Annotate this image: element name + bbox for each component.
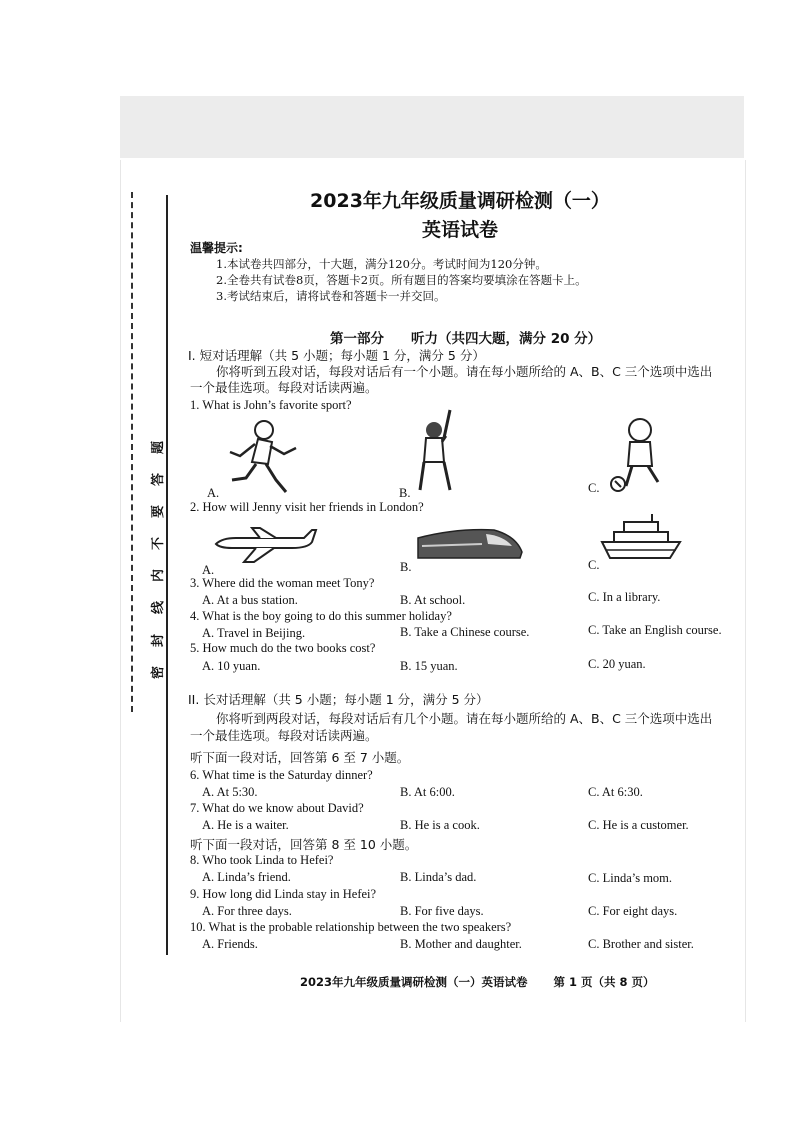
part-heading: 第一部分 听力（共四大题，满分 20 分）: [330, 331, 602, 347]
section-instruction: 你将听到五段对话，每段对话后有一个小题。请在每小题所给的 A、B、C 三个选项中选出: [216, 364, 713, 379]
option-c: C.: [588, 558, 600, 572]
section-instruction: 一个最佳选项。每段对话读两遍。: [190, 380, 378, 395]
option-c: C. In a library.: [588, 590, 661, 604]
option-b: B. For five days.: [400, 904, 484, 918]
seal-char: 线: [151, 600, 167, 615]
question: 1. What is John’s favorite sport?: [190, 398, 352, 412]
exam-subtitle: 英语试卷: [421, 219, 498, 241]
seal-char: 密: [151, 665, 167, 680]
option-c: C. He is a customer.: [588, 818, 689, 832]
notice-heading: 温馨提示:: [190, 241, 243, 255]
option-b: B. At 6:00.: [400, 785, 455, 799]
footer-title: 2023年九年级质量调研检测（一）英语试卷: [300, 975, 528, 989]
question: 6. What time is the Saturday dinner?: [190, 768, 373, 782]
option-b: B. Linda’s dad.: [400, 870, 477, 884]
notice-line: 1.本试卷共四部分，十大题，满分120分。考试时间为120分钟。: [216, 257, 547, 271]
section-instruction: 一个最佳选项。每段对话读两遍。: [190, 728, 378, 743]
option-a: A. At a bus station.: [202, 593, 298, 607]
question: 10. What is the probable relationship between the two speakers?: [190, 920, 512, 934]
runner-icon: [222, 418, 304, 496]
option-c: C. Take an English course.: [588, 623, 722, 637]
seal-char: 封: [151, 633, 167, 648]
option-b: B.: [400, 560, 412, 574]
baseball-player-icon: [410, 408, 466, 494]
seal-char: 要: [151, 504, 167, 519]
seal-char: 内: [151, 568, 167, 583]
soccer-player-icon: [606, 416, 670, 494]
option-a: A. At 5:30.: [202, 785, 258, 799]
option-c: C. For eight days.: [588, 904, 678, 918]
option-c: C. At 6:30.: [588, 785, 643, 799]
option-a: A. Travel in Beijing.: [202, 626, 306, 640]
page-footer: [300, 974, 655, 990]
option-b: B. Mother and daughter.: [400, 937, 522, 951]
question: 9. How long did Linda stay in Hefei?: [190, 887, 377, 901]
option-c: C. 20 yuan.: [588, 657, 646, 671]
airplane-icon: [212, 524, 318, 564]
seal-char: 不: [151, 536, 167, 551]
question: 4. What is the boy going to do this summer holiday?: [190, 609, 452, 623]
option-a: A.: [207, 486, 220, 500]
question: 2. How will Jenny visit her friends in London?: [190, 500, 424, 514]
option-a: A. 10 yuan.: [202, 659, 261, 673]
option-b: B. He is a cook.: [400, 818, 480, 832]
question: 8. Who took Linda to Hefei?: [190, 853, 334, 867]
option-c: C. Brother and sister.: [588, 937, 694, 951]
notice-line: 2.全卷共有试卷8页，答题卡2页。所有题目的答案均要填涂在答题卡上。: [216, 273, 587, 287]
seal-line: [166, 195, 168, 955]
question: 7. What do we know about David?: [190, 801, 364, 815]
dialog-note: 听下面一段对话，回答第 6 至 7 小题。: [190, 750, 410, 765]
question: 3. Where did the woman meet Tony?: [190, 576, 375, 590]
dialog-note: 听下面一段对话，回答第 8 至 10 小题。: [190, 837, 418, 852]
exam-title: 2023年九年级质量调研检测（一）: [310, 190, 610, 212]
option-b: B. At school.: [400, 593, 466, 607]
option-b: B. Take a Chinese course.: [400, 625, 530, 639]
scan-header-band: [120, 96, 744, 158]
seal-char: 答: [151, 472, 167, 487]
question: 5. How much do the two books cost?: [190, 641, 376, 655]
option-c: C.: [588, 481, 600, 495]
option-b: B. 15 yuan.: [400, 659, 458, 673]
notice-line: 3.考试结束后，请将试卷和答题卡一并交回。: [216, 289, 446, 303]
page-number: 第 1 页（共 8 页）: [553, 975, 655, 989]
seal-char: 题: [151, 440, 167, 455]
section-instruction: 你将听到两段对话，每段对话后有几个小题。请在每小题所给的 A、B、C 三个选项中选出: [216, 711, 713, 726]
section-heading: I. 短对话理解（共 5 小题；每小题 1 分，满分 5 分）: [188, 348, 485, 363]
ship-icon: [600, 512, 682, 560]
option-a: A. For three days.: [202, 904, 292, 918]
option-a: A. Linda’s friend.: [202, 870, 291, 884]
high-speed-train-icon: [416, 522, 524, 562]
option-b: B.: [399, 486, 411, 500]
option-a: A. He is a waiter.: [202, 818, 289, 832]
section-heading: II. 长对话理解（共 5 小题；每小题 1 分，满分 5 分）: [188, 692, 489, 707]
cut-dashed-line: [131, 192, 133, 712]
option-a: A. Friends.: [202, 937, 258, 951]
option-a: A.: [202, 563, 215, 577]
option-c: C. Linda’s mom.: [588, 871, 673, 885]
